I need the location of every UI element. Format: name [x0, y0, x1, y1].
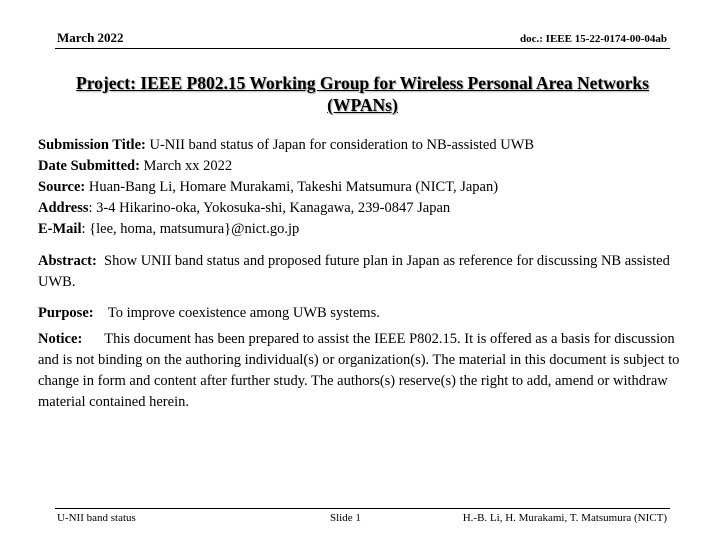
header-divider: [55, 48, 670, 49]
submission-title-row: [38, 135, 688, 156]
email-value: : {lee, homa, matsumura}@nict.go.jp: [81, 221, 300, 237]
abstract-label: Abstract:: [38, 253, 97, 269]
title-line-2: (WPANs): [327, 95, 398, 115]
header-date: March 2022: [57, 30, 124, 45]
submission-title-value: U-NII band status of Japan for consideration to NB-assisted UWB: [149, 137, 535, 153]
footer-slide-number: Slide 1: [330, 512, 361, 524]
purpose-paragraph: [38, 303, 688, 324]
document-title: [55, 72, 670, 116]
date-submitted-value: March xx 2022: [143, 158, 233, 174]
purpose-label: Purpose:: [38, 305, 94, 321]
header-doc-id: doc.: IEEE 15-22-0174-00-04ab: [520, 33, 667, 45]
email-label: E-Mail: [38, 221, 82, 237]
notice-label: Notice:: [38, 331, 83, 347]
source-row: [38, 177, 688, 198]
purpose-text: To improve coexistence among UWB systems.: [107, 305, 380, 321]
footer-divider: [55, 508, 670, 509]
abstract-paragraph: [38, 251, 688, 293]
abstract-text: Show UNII band status and proposed future plan in Japan as reference for discussing NB assisted UWB.: [38, 253, 670, 290]
title-line-1: Project: IEEE P802.15 Working Group for Wireless Personal Area Networks: [76, 73, 649, 93]
footer-topic: U-NII band status: [57, 512, 136, 524]
address-label: Address: [38, 200, 89, 216]
footer-authors: H.-B. Li, H. Murakami, T. Matsumura (NICT): [462, 512, 667, 524]
address-value: : 3-4 Hikarino-oka, Yokosuka-shi, Kanagawa, 239-0847 Japan: [88, 200, 451, 216]
notice-text: This document has been prepared to assist the IEEE P802.15. It is offered as a basis for discussion and is not binding on the authoring individual(s) or organization(s). The material in this document is subject to change in form and content after further study. The authors(s) reserve(s) the right to add, amend or withdraw material contained herein.: [38, 331, 680, 410]
source-label: Source:: [38, 179, 86, 195]
notice-paragraph: [38, 329, 688, 413]
submission-info: [38, 135, 688, 240]
address-row: [38, 198, 688, 219]
source-value: Huan-Bang Li, Homare Murakami, Takeshi Matsumura (NICT, Japan): [88, 179, 499, 195]
date-submitted-label: Date Submitted:: [38, 158, 140, 174]
date-submitted-row: [38, 156, 688, 177]
submission-title-label: Submission Title:: [38, 137, 146, 153]
email-row: [38, 219, 688, 240]
